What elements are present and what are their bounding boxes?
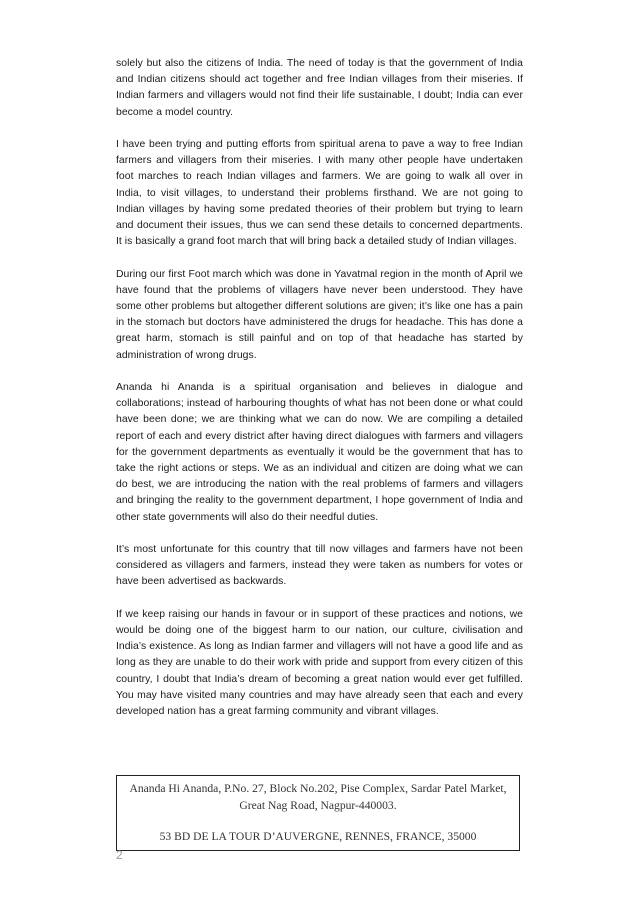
paragraph-6: If we keep raising our hands in favour or in support of these practices and notions, we would be doing one of the biggest harm to our nation, our culture, civilisation and India’s existence. As long as Indian farmer and villagers will not have a good life and as long as they are unable to do their work with pride and support from every citizen of this country, I doubt that India’s dream of becoming a great nation would ever get fulfilled. You may have visited many countries and may have already seen that each and every developed nation has a great farming community and vibrant villages. xyxy=(116,608,523,718)
page-number: 2 xyxy=(116,848,123,862)
paragraph-1: solely but also the citizens of India. The need of today is that the government of India and Indian citizens should act together and free Indian villages from their miseries. If Indian farmers and villagers would not find their life sustainable, I doubt; India can ever become a model country. xyxy=(116,58,523,118)
paragraph-5: It’s most unfortunate for this country that till now villages and farmers have not been considered as villagers and farmers, instead they were taken as numbers for votes or have been advertised as backwards. xyxy=(116,544,523,588)
paragraph-3: During our first Foot march which was done in Yavatmal region in the month of April we have found that the problems of villagers have never been understood. They have some other problems but altogether different solutions are given; it’s like one has a pain in the stomach but doctors have administered the drugs for headache. This has done a great harm, stomach is still painful and on top of that headache has started by administration of wrong drugs. xyxy=(116,268,523,361)
address-line-india: Ananda Hi Ananda, P.No. 27, Block No.202, Pise Complex, Sardar Patel Market, Great Nag Road, Nagpur-440003. xyxy=(129,782,507,812)
address-box xyxy=(116,775,520,851)
address-line-france: 53 BD DE LA TOUR D’AUVERGNE, RENNES, FRANCE, 35000 xyxy=(159,830,477,843)
paragraph-2: I have been trying and putting efforts from spiritual arena to pave a way to free Indian farmers and villagers from their miseries. I with many other people have undertaken foot marches to reach Indian villages and farmers. We are going to walk all over in India, to visit villages, to understand their problems firsthand. We are not going to Indian villages by having some predated theories of their problem but trying to learn and document their issues, thus we can send these details to concerned departments. It is basically a grand foot march that will bring back a detailed study of Indian villages. xyxy=(116,139,523,248)
paragraph-4: Ananda hi Ananda is a spiritual organisation and believes in dialogue and collaborations; instead of harbouring thoughts of what has not been done or what could have been done; we are thinking what we can do now. We are compiling a detailed report of each and every district after having direct dialogues with farmers and villagers for the government departments as eventually it would be the government that has to take the right actions or steps. We as an individual and citizen are doing what we can do best, we are introducing the nation with the real problems of farmers and villagers and bringing the reality to the government department, I hope government of India and other state governments will also do their needful duties. xyxy=(116,382,523,523)
document-body xyxy=(116,56,523,736)
